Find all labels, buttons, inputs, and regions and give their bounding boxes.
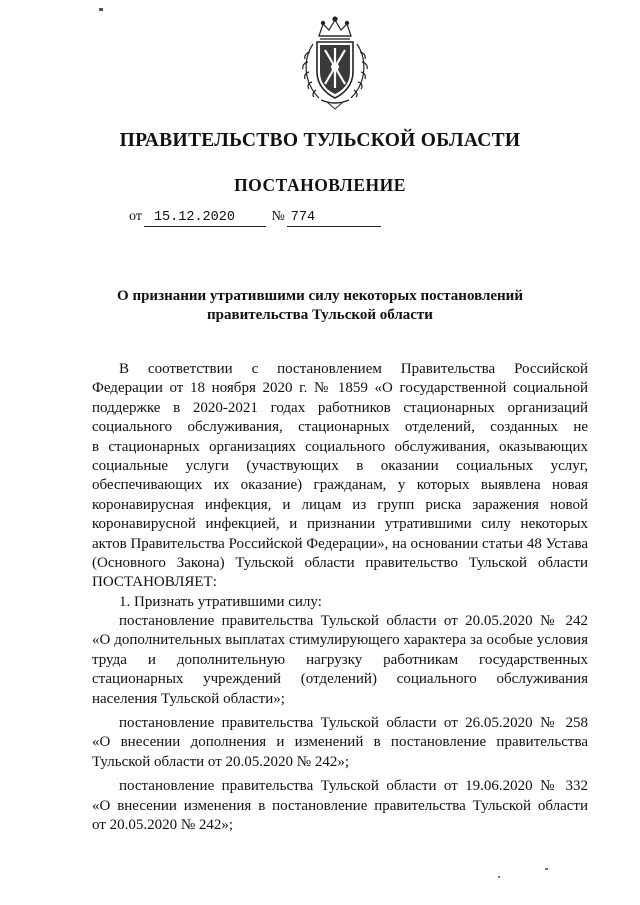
act-item xyxy=(92,777,588,835)
text-line: коронавирусная инфекция, и лицам из групп риска заражения новой xyxy=(92,496,588,513)
number-prefix: № xyxy=(271,209,285,224)
text-line: от 20.05.2020 № 242»; xyxy=(92,816,234,833)
text-line: постановление правительства Тульской области от 19.06.2020 № 332 xyxy=(119,778,588,795)
text-line: обеспечивающих их оказание) гражданам, у которых выявлена новая xyxy=(92,477,588,494)
document-type: ПОСТАНОВЛЕНИЕ xyxy=(234,175,406,195)
text-line: коронавирусной инфекцией, и признании утратившими силу некоторых xyxy=(92,516,588,533)
text-line: труда и дополнительную нагрузку работникам государственных xyxy=(92,651,588,668)
text-line: поддержке в 2020-2021 годах работников стационарных организаций xyxy=(92,399,588,416)
text-line: постановление правительства Тульской области от 20.05.2020 № 242 xyxy=(119,613,588,630)
subject-line: правительства Тульской области xyxy=(207,307,433,323)
text-line: (Основного Закона) Тульской области правительство Тульской области xyxy=(92,554,588,571)
text-line: Тульской области от 20.05.2020 № 242»; xyxy=(92,753,350,770)
text-line: социальные услуги (участвующих в оказании социальных услуг, xyxy=(92,457,588,474)
subject-line: О признании утратившими силу некоторых постановлений xyxy=(117,288,523,304)
item-1: 1. Признать утратившими силу: xyxy=(119,593,322,610)
scan-speck xyxy=(498,876,500,878)
text-line: в стационарных организациях социального обслуживания, оказывающих xyxy=(92,438,588,455)
text-line: постановление правительства Тульской области от 26.05.2020 № 258 xyxy=(119,715,588,732)
document-subject xyxy=(100,287,540,325)
text-line: ПОСТАНОВЛЯЕТ: xyxy=(92,574,217,591)
document-body xyxy=(92,360,588,835)
act-item xyxy=(92,612,588,709)
scan-speck xyxy=(99,8,103,11)
preamble-paragraph xyxy=(92,360,588,593)
date-number-line xyxy=(127,209,381,227)
text-line: актов Правительства Российской Федерации», на основании статьи 48 Устава xyxy=(92,535,588,552)
document-date: 15.12.2020 xyxy=(144,210,266,227)
text-line: «О внесении дополнения и изменений в постановление правительства xyxy=(92,734,588,751)
scan-speck xyxy=(545,868,548,870)
act-item xyxy=(92,714,588,772)
text-line: «О внесении изменения в постановление правительства Тульской области xyxy=(92,797,588,814)
text-line: В соответствии с постановлением Правительства Российской xyxy=(119,361,588,377)
text-line: социального обслуживания, стационарных отделений, созданных не xyxy=(92,419,588,436)
document-number: 774 xyxy=(287,210,381,227)
government-title: ПРАВИТЕЛЬСТВО ТУЛЬСКОЙ ОБЛАСТИ xyxy=(119,130,521,151)
date-prefix: от xyxy=(129,209,142,224)
text-line: стационарных учреждений (отделений) социального обслуживания xyxy=(92,671,588,688)
coat-of-arms-icon xyxy=(297,14,373,110)
text-line: Федерации от 18 ноября 2020 г. № 1859 «О государственной социальной xyxy=(92,380,588,397)
text-line: населения Тульской области»; xyxy=(92,690,285,707)
text-line: «О дополнительных выплатах стимулирующего характера за особые условия xyxy=(92,632,588,649)
